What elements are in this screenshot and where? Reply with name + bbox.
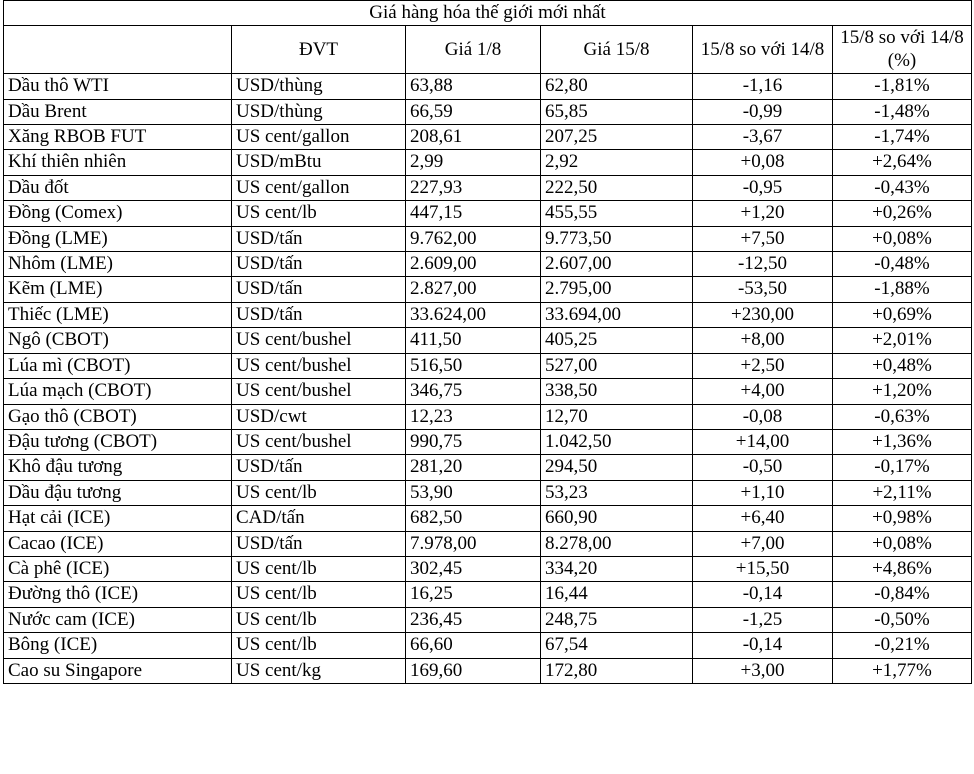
cell-change-percent: -0,48% xyxy=(833,252,972,277)
cell-price-1-8: 302,45 xyxy=(406,556,541,581)
cell-price-1-8: 2.827,00 xyxy=(406,277,541,302)
cell-change: +6,40 xyxy=(693,506,833,531)
cell-change: -0,99 xyxy=(693,99,833,124)
cell-change-percent: -1,74% xyxy=(833,125,972,150)
cell-unit: US cent/gallon xyxy=(232,175,406,200)
cell-price-1-8: 411,50 xyxy=(406,328,541,353)
column-header-change-percent: 15/8 so với 14/8 (%) xyxy=(833,26,972,74)
cell-unit: USD/thùng xyxy=(232,74,406,99)
cell-price-1-8: 9.762,00 xyxy=(406,226,541,251)
cell-price-1-8: 66,60 xyxy=(406,633,541,658)
cell-change-percent: -1,88% xyxy=(833,277,972,302)
cell-change: +1,10 xyxy=(693,480,833,505)
cell-price-15-8: 8.278,00 xyxy=(541,531,693,556)
cell-unit: US cent/bushel xyxy=(232,379,406,404)
cell-unit: US cent/lb xyxy=(232,633,406,658)
cell-change-percent: +1,77% xyxy=(833,658,972,683)
cell-change-percent: -0,17% xyxy=(833,455,972,480)
cell-commodity-name: Dầu đốt xyxy=(4,175,232,200)
cell-price-1-8: 2,99 xyxy=(406,150,541,175)
cell-commodity-name: Thiếc (LME) xyxy=(4,302,232,327)
table-row xyxy=(4,658,972,683)
cell-price-15-8: 16,44 xyxy=(541,582,693,607)
cell-commodity-name: Đậu tương (CBOT) xyxy=(4,429,232,454)
cell-price-15-8: 294,50 xyxy=(541,455,693,480)
cell-change: +7,50 xyxy=(693,226,833,251)
cell-unit: US cent/gallon xyxy=(232,125,406,150)
cell-unit: US cent/bushel xyxy=(232,353,406,378)
cell-price-1-8: 63,88 xyxy=(406,74,541,99)
cell-price-1-8: 66,59 xyxy=(406,99,541,124)
cell-unit: US cent/lb xyxy=(232,582,406,607)
cell-unit: US cent/kg xyxy=(232,658,406,683)
cell-price-1-8: 281,20 xyxy=(406,455,541,480)
cell-price-15-8: 9.773,50 xyxy=(541,226,693,251)
cell-unit: USD/tấn xyxy=(232,302,406,327)
cell-commodity-name: Đồng (LME) xyxy=(4,226,232,251)
cell-change: -0,14 xyxy=(693,633,833,658)
cell-unit: USD/mBtu xyxy=(232,150,406,175)
cell-price-15-8: 455,55 xyxy=(541,201,693,226)
cell-commodity-name: Dầu đậu tương xyxy=(4,480,232,505)
table-row xyxy=(4,74,972,99)
cell-change-percent: +0,69% xyxy=(833,302,972,327)
cell-change: -0,14 xyxy=(693,582,833,607)
cell-change: -12,50 xyxy=(693,252,833,277)
table-row xyxy=(4,506,972,531)
cell-price-15-8: 12,70 xyxy=(541,404,693,429)
cell-change-percent: +1,20% xyxy=(833,379,972,404)
table-row xyxy=(4,404,972,429)
cell-change: +0,08 xyxy=(693,150,833,175)
table-row xyxy=(4,353,972,378)
cell-commodity-name: Dầu thô WTI xyxy=(4,74,232,99)
cell-change-percent: +1,36% xyxy=(833,429,972,454)
cell-change-percent: -0,21% xyxy=(833,633,972,658)
cell-price-15-8: 2.607,00 xyxy=(541,252,693,277)
table-row xyxy=(4,582,972,607)
table-row xyxy=(4,175,972,200)
cell-change-percent: +0,08% xyxy=(833,226,972,251)
cell-commodity-name: Bông (ICE) xyxy=(4,633,232,658)
cell-unit: USD/tấn xyxy=(232,455,406,480)
cell-price-15-8: 62,80 xyxy=(541,74,693,99)
table-header xyxy=(4,1,972,74)
cell-commodity-name: Đồng (Comex) xyxy=(4,201,232,226)
table-body xyxy=(4,74,972,684)
cell-commodity-name: Khô đậu tương xyxy=(4,455,232,480)
cell-change-percent: -0,63% xyxy=(833,404,972,429)
cell-commodity-name: Cacao (ICE) xyxy=(4,531,232,556)
cell-unit: USD/thùng xyxy=(232,99,406,124)
table-row xyxy=(4,328,972,353)
cell-commodity-name: Dầu Brent xyxy=(4,99,232,124)
cell-price-1-8: 208,61 xyxy=(406,125,541,150)
table-row xyxy=(4,556,972,581)
cell-change: +4,00 xyxy=(693,379,833,404)
cell-unit: US cent/bushel xyxy=(232,328,406,353)
cell-price-15-8: 53,23 xyxy=(541,480,693,505)
cell-commodity-name: Khí thiên nhiên xyxy=(4,150,232,175)
cell-price-15-8: 405,25 xyxy=(541,328,693,353)
cell-change-percent: +0,48% xyxy=(833,353,972,378)
cell-price-1-8: 516,50 xyxy=(406,353,541,378)
cell-change-percent: +0,26% xyxy=(833,201,972,226)
cell-unit: USD/tấn xyxy=(232,226,406,251)
cell-commodity-name: Cao su Singapore xyxy=(4,658,232,683)
cell-unit: USD/tấn xyxy=(232,252,406,277)
table-row xyxy=(4,455,972,480)
cell-price-15-8: 222,50 xyxy=(541,175,693,200)
cell-change: +15,50 xyxy=(693,556,833,581)
cell-price-15-8: 527,00 xyxy=(541,353,693,378)
cell-unit: US cent/lb xyxy=(232,201,406,226)
column-header-price-1-8: Giá 1/8 xyxy=(406,26,541,74)
cell-commodity-name: Ngô (CBOT) xyxy=(4,328,232,353)
cell-price-1-8: 53,90 xyxy=(406,480,541,505)
cell-commodity-name: Lúa mạch (CBOT) xyxy=(4,379,232,404)
column-header-unit: ĐVT xyxy=(232,26,406,74)
cell-change: -53,50 xyxy=(693,277,833,302)
cell-price-15-8: 67,54 xyxy=(541,633,693,658)
cell-change: -0,08 xyxy=(693,404,833,429)
cell-commodity-name: Gạo thô (CBOT) xyxy=(4,404,232,429)
cell-change-percent: +0,98% xyxy=(833,506,972,531)
cell-change: +3,00 xyxy=(693,658,833,683)
table-row xyxy=(4,150,972,175)
cell-change: -0,50 xyxy=(693,455,833,480)
cell-change-percent: -1,48% xyxy=(833,99,972,124)
cell-unit: USD/tấn xyxy=(232,277,406,302)
cell-change: -1,25 xyxy=(693,607,833,632)
cell-price-15-8: 207,25 xyxy=(541,125,693,150)
cell-change: +1,20 xyxy=(693,201,833,226)
cell-unit: US cent/bushel xyxy=(232,429,406,454)
cell-price-15-8: 1.042,50 xyxy=(541,429,693,454)
cell-commodity-name: Xăng RBOB FUT xyxy=(4,125,232,150)
cell-price-1-8: 33.624,00 xyxy=(406,302,541,327)
table-row xyxy=(4,99,972,124)
table-row xyxy=(4,277,972,302)
cell-price-15-8: 65,85 xyxy=(541,99,693,124)
cell-change-percent: -0,84% xyxy=(833,582,972,607)
cell-price-1-8: 236,45 xyxy=(406,607,541,632)
cell-change-percent: +2,01% xyxy=(833,328,972,353)
title-row xyxy=(4,1,972,26)
cell-change: +2,50 xyxy=(693,353,833,378)
cell-change: +8,00 xyxy=(693,328,833,353)
cell-price-15-8: 248,75 xyxy=(541,607,693,632)
table-row xyxy=(4,633,972,658)
cell-unit: USD/tấn xyxy=(232,531,406,556)
cell-commodity-name: Cà phê (ICE) xyxy=(4,556,232,581)
cell-change: -0,95 xyxy=(693,175,833,200)
cell-price-1-8: 16,25 xyxy=(406,582,541,607)
cell-price-15-8: 2.795,00 xyxy=(541,277,693,302)
cell-commodity-name: Lúa mì (CBOT) xyxy=(4,353,232,378)
cell-change-percent: -1,81% xyxy=(833,74,972,99)
table-row xyxy=(4,429,972,454)
column-header-row xyxy=(4,26,972,74)
cell-price-1-8: 169,60 xyxy=(406,658,541,683)
table-row xyxy=(4,480,972,505)
cell-commodity-name: Hạt cải (ICE) xyxy=(4,506,232,531)
cell-unit: USD/cwt xyxy=(232,404,406,429)
column-header-change: 15/8 so với 14/8 xyxy=(693,26,833,74)
table-row xyxy=(4,201,972,226)
commodity-price-table xyxy=(3,0,972,684)
cell-price-1-8: 12,23 xyxy=(406,404,541,429)
cell-change-percent: +0,08% xyxy=(833,531,972,556)
cell-unit: US cent/lb xyxy=(232,480,406,505)
cell-commodity-name: Nhôm (LME) xyxy=(4,252,232,277)
cell-price-1-8: 227,93 xyxy=(406,175,541,200)
cell-commodity-name: Đường thô (ICE) xyxy=(4,582,232,607)
cell-price-1-8: 682,50 xyxy=(406,506,541,531)
table-row xyxy=(4,252,972,277)
table-row xyxy=(4,379,972,404)
cell-price-15-8: 172,80 xyxy=(541,658,693,683)
cell-change-percent: +4,86% xyxy=(833,556,972,581)
table-row xyxy=(4,531,972,556)
table-row xyxy=(4,226,972,251)
cell-price-1-8: 990,75 xyxy=(406,429,541,454)
cell-change: -3,67 xyxy=(693,125,833,150)
cell-unit: CAD/tấn xyxy=(232,506,406,531)
cell-change-percent: -0,50% xyxy=(833,607,972,632)
cell-change: +14,00 xyxy=(693,429,833,454)
cell-unit: US cent/lb xyxy=(232,607,406,632)
cell-price-1-8: 2.609,00 xyxy=(406,252,541,277)
page-title: Giá hàng hóa thế giới mới nhất xyxy=(4,1,972,26)
cell-price-15-8: 2,92 xyxy=(541,150,693,175)
cell-price-15-8: 334,20 xyxy=(541,556,693,581)
cell-price-15-8: 33.694,00 xyxy=(541,302,693,327)
cell-price-1-8: 346,75 xyxy=(406,379,541,404)
cell-change-percent: +2,64% xyxy=(833,150,972,175)
cell-price-15-8: 660,90 xyxy=(541,506,693,531)
cell-commodity-name: Kẽm (LME) xyxy=(4,277,232,302)
cell-unit: US cent/lb xyxy=(232,556,406,581)
cell-change: -1,16 xyxy=(693,74,833,99)
cell-change-percent: -0,43% xyxy=(833,175,972,200)
table-row xyxy=(4,125,972,150)
cell-change: +7,00 xyxy=(693,531,833,556)
table-row xyxy=(4,607,972,632)
table-row xyxy=(4,302,972,327)
cell-price-1-8: 447,15 xyxy=(406,201,541,226)
cell-commodity-name: Nước cam (ICE) xyxy=(4,607,232,632)
cell-change: +230,00 xyxy=(693,302,833,327)
cell-price-15-8: 338,50 xyxy=(541,379,693,404)
cell-change-percent: +2,11% xyxy=(833,480,972,505)
column-header-name xyxy=(4,26,232,74)
cell-price-1-8: 7.978,00 xyxy=(406,531,541,556)
column-header-price-15-8: Giá 15/8 xyxy=(541,26,693,74)
